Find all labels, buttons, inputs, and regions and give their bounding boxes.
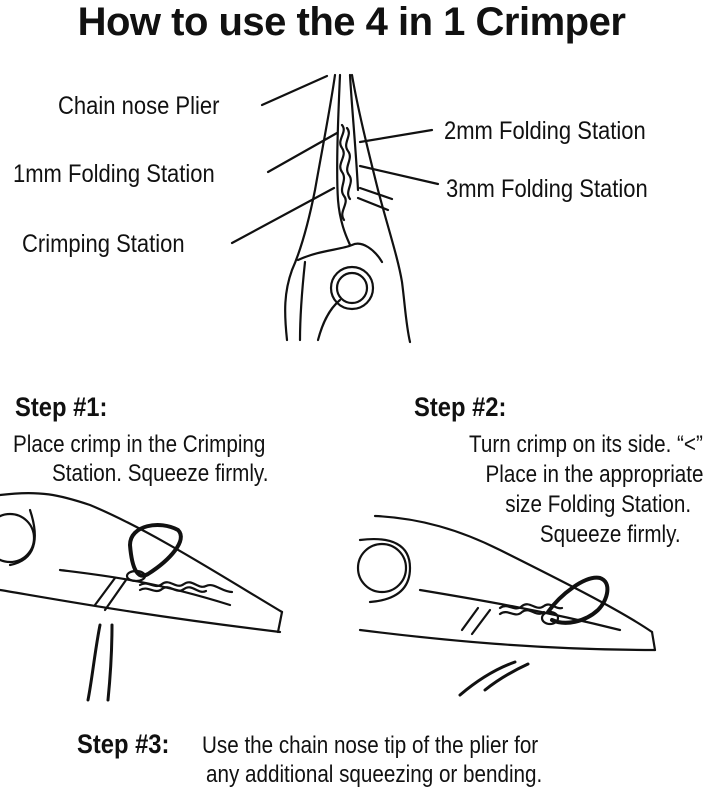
label-chain-nose-plier: Chain nose Plier: [58, 92, 220, 120]
folding-stations: [340, 125, 345, 220]
step2-heading: Step #2:: [414, 392, 507, 422]
step2-line2: Place in the appropriate: [484, 461, 703, 488]
label-1mm-folding-station: 1mm Folding Station: [13, 160, 215, 188]
step3-line2: any additional squeezing or bending.: [206, 761, 543, 788]
plier-left-jaw: [285, 75, 335, 340]
step3-line1: Use the chain nose tip of the plier for: [202, 732, 539, 759]
label-3mm-folding-station: 3mm Folding Station: [446, 175, 648, 203]
step1-line2: Station. Squeeze firmly.: [52, 460, 269, 487]
step3-heading: Step #3:: [77, 729, 170, 759]
step1-line1: Place crimp in the Crimping: [13, 431, 266, 458]
step1-plier: [0, 493, 282, 612]
step2-line3: size Folding Station.: [505, 491, 691, 518]
plier-right-jaw: [352, 75, 410, 342]
step2-line4: Squeeze firmly.: [540, 521, 681, 548]
label-2mm-folding-station: 2mm Folding Station: [444, 117, 646, 145]
step1-heading: Step #1:: [15, 392, 108, 422]
step2-line1: Turn crimp on its side. “<”: [469, 431, 703, 458]
label-crimping-station: Crimping Station: [22, 230, 185, 258]
page-title: How to use the 4 in 1 Crimper: [77, 0, 626, 44]
